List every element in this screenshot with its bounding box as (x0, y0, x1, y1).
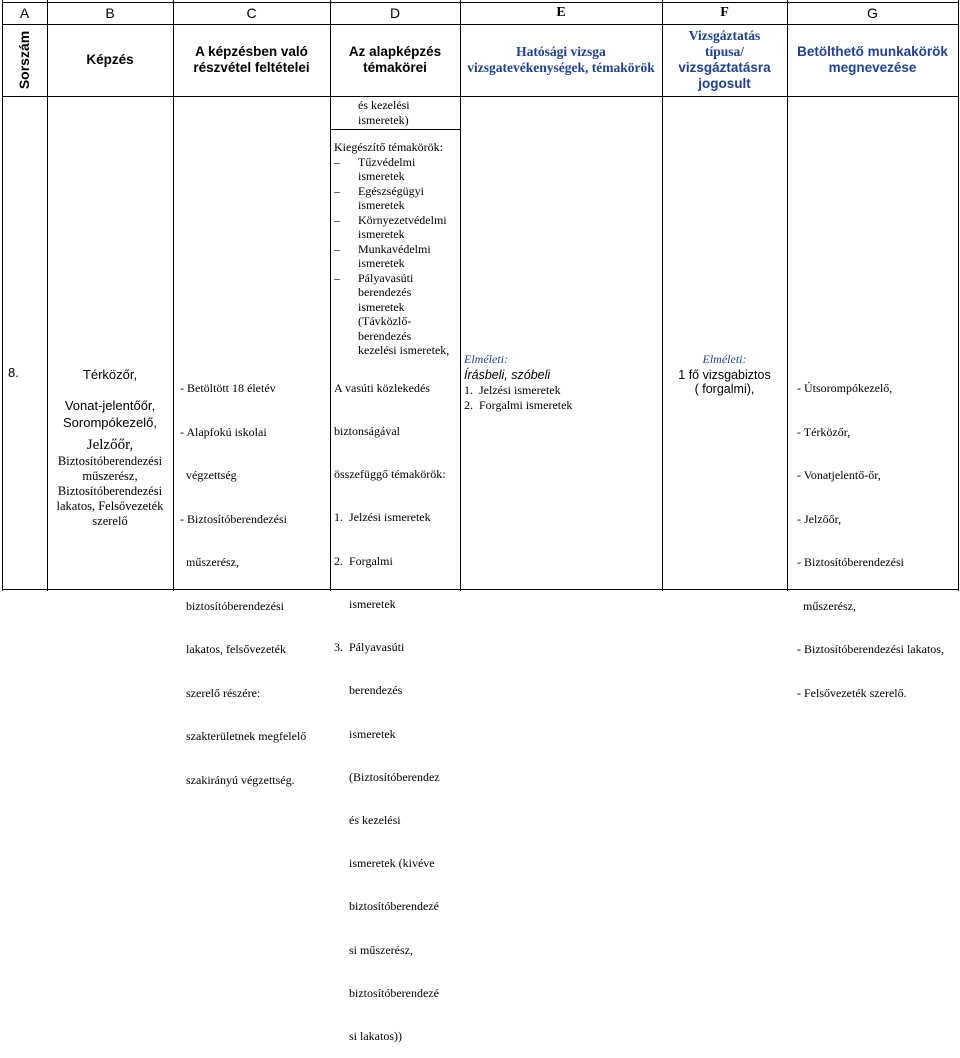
column-letter-a: A (19, 5, 30, 21)
topic-text: (Távközlő- (358, 314, 412, 328)
header-feltetelek: A képzésben való részvétel feltételei (193, 44, 310, 75)
grid-line (2, 96, 958, 97)
examiner-cell (662, 352, 787, 397)
header-kepzes: Képzés (86, 52, 134, 67)
topic-text: ismeretek (358, 256, 405, 270)
topic-text: berendezés (358, 285, 412, 299)
topics-supplementary (334, 140, 458, 358)
conditions-list: - Betöltött 18 életév - Alapfokú iskolai végzettség - Biztosítóberendezési műszerész, biztosítóberendezési lakatos, felsővezeték szerelő részére: szakterületnek megfelelő szakirányú végzettség. (180, 381, 307, 787)
examiner-label: Elméleti: (702, 352, 747, 366)
exam-item: 1. Jelzési ismeretek (464, 383, 561, 397)
topic-dash (334, 285, 358, 300)
topics-supp-title: Kiegészítő témakörök: (334, 140, 443, 154)
topic-line (334, 285, 458, 300)
topic-line (334, 329, 458, 344)
topic-dash (334, 256, 358, 271)
header-munkakorok: Betölthető munkakörök megnevezése (797, 44, 948, 75)
topic-text: ismeretek (358, 299, 405, 314)
grid-line (958, 0, 959, 591)
exam-cell (464, 352, 660, 412)
topic-text: ismeretek (358, 227, 405, 241)
header-sorszam: Sorszám (16, 30, 33, 90)
column-letter-c: C (246, 5, 257, 21)
topic-text: Környezetvédelmi (358, 212, 447, 227)
header-hatosagi-vizsga: Hatósági vizsga vizsgatevékenységek, témakörök (467, 44, 655, 75)
exam-type: Írásbeli, szóbeli (464, 367, 551, 382)
column-letter-e: E (556, 5, 566, 20)
topic-text: Pályavasúti (358, 270, 414, 285)
topic-text: Tűzvédelmi (358, 154, 416, 169)
topic-dash (334, 314, 358, 329)
exam-label: Elméleti: (464, 352, 508, 366)
topic-dash (334, 329, 358, 344)
examiner-area: ( forgalmi), (694, 382, 755, 396)
topic-line (334, 213, 458, 228)
examiner-who: 1 fő vizsgabiztos (678, 367, 771, 382)
topic-dash: – (334, 154, 340, 169)
topic-dash (334, 198, 358, 213)
topic-text: kezelési ismeretek, (358, 343, 450, 357)
column-letter-b: B (105, 5, 115, 21)
exam-item: 2. Forgalmi ismeretek (464, 397, 573, 412)
topic-dash (334, 227, 358, 242)
topic-text: Munkavédelmi (358, 241, 431, 256)
column-letter-g: G (867, 5, 878, 21)
header-temakorok: Az alapképzés témakörei (348, 44, 442, 75)
topic-text: berendezés (358, 328, 412, 343)
topic-dash (334, 169, 358, 184)
row-number: 8. (8, 365, 19, 380)
topic-line (334, 155, 458, 170)
column-letter-f: F (720, 5, 729, 20)
topic-dash: – (334, 270, 340, 285)
training-cell: Térközőr, Vonat-jelentőőr, Sorompókezelő, Jelzőőr, Biztosítóberendezési műszerész, Biztosítóberendezési lakatos, Felsővezeték szerelő (56, 367, 164, 528)
topic-line (334, 169, 458, 184)
header-vizsgaztatas: Vizsgáztatás típusa/ vizsgáztatásra jogosult (678, 28, 771, 91)
jobs-list: - Útsorompókezelő, - Térközőr, - Vonatjelentő-őr, - Jelzőőr, - Biztosítóberendezési műszerész, - Biztosítóberendezési lakatos, - Felsővezeték szerelő. (797, 381, 944, 700)
topic-line (334, 271, 458, 286)
topic-text: ismeretek (358, 198, 405, 212)
topic-line (334, 256, 458, 271)
topic-dash: – (334, 183, 340, 198)
topic-dash: – (334, 212, 340, 227)
topic-line (334, 300, 458, 315)
topic-line (334, 198, 458, 213)
topic-line (334, 184, 458, 199)
column-letter-d: D (389, 5, 401, 21)
topic-text: Egészségügyi (358, 183, 424, 198)
topic-line (334, 314, 458, 329)
topic-line (334, 227, 458, 242)
topic-line (334, 242, 458, 257)
topics-rail: A vasúti közlekedés biztonságával összefüggő témakörök: 1. Jelzési ismeretek 2. Forgalmi ismeretek 3. Pályavasúti berendezés ismeretek (Biztosítóberendez és kezelési ismeretek (kivéve biztosítóberendezé si műszerész, biztosítóberendezé si lakatos)) (334, 380, 446, 1044)
topic-text: ismeretek (358, 169, 405, 183)
topics-top: és kezelési ismeretek) (358, 98, 410, 127)
grid-line (330, 129, 460, 130)
topic-dash: – (334, 241, 340, 256)
topic-dash (334, 300, 358, 315)
